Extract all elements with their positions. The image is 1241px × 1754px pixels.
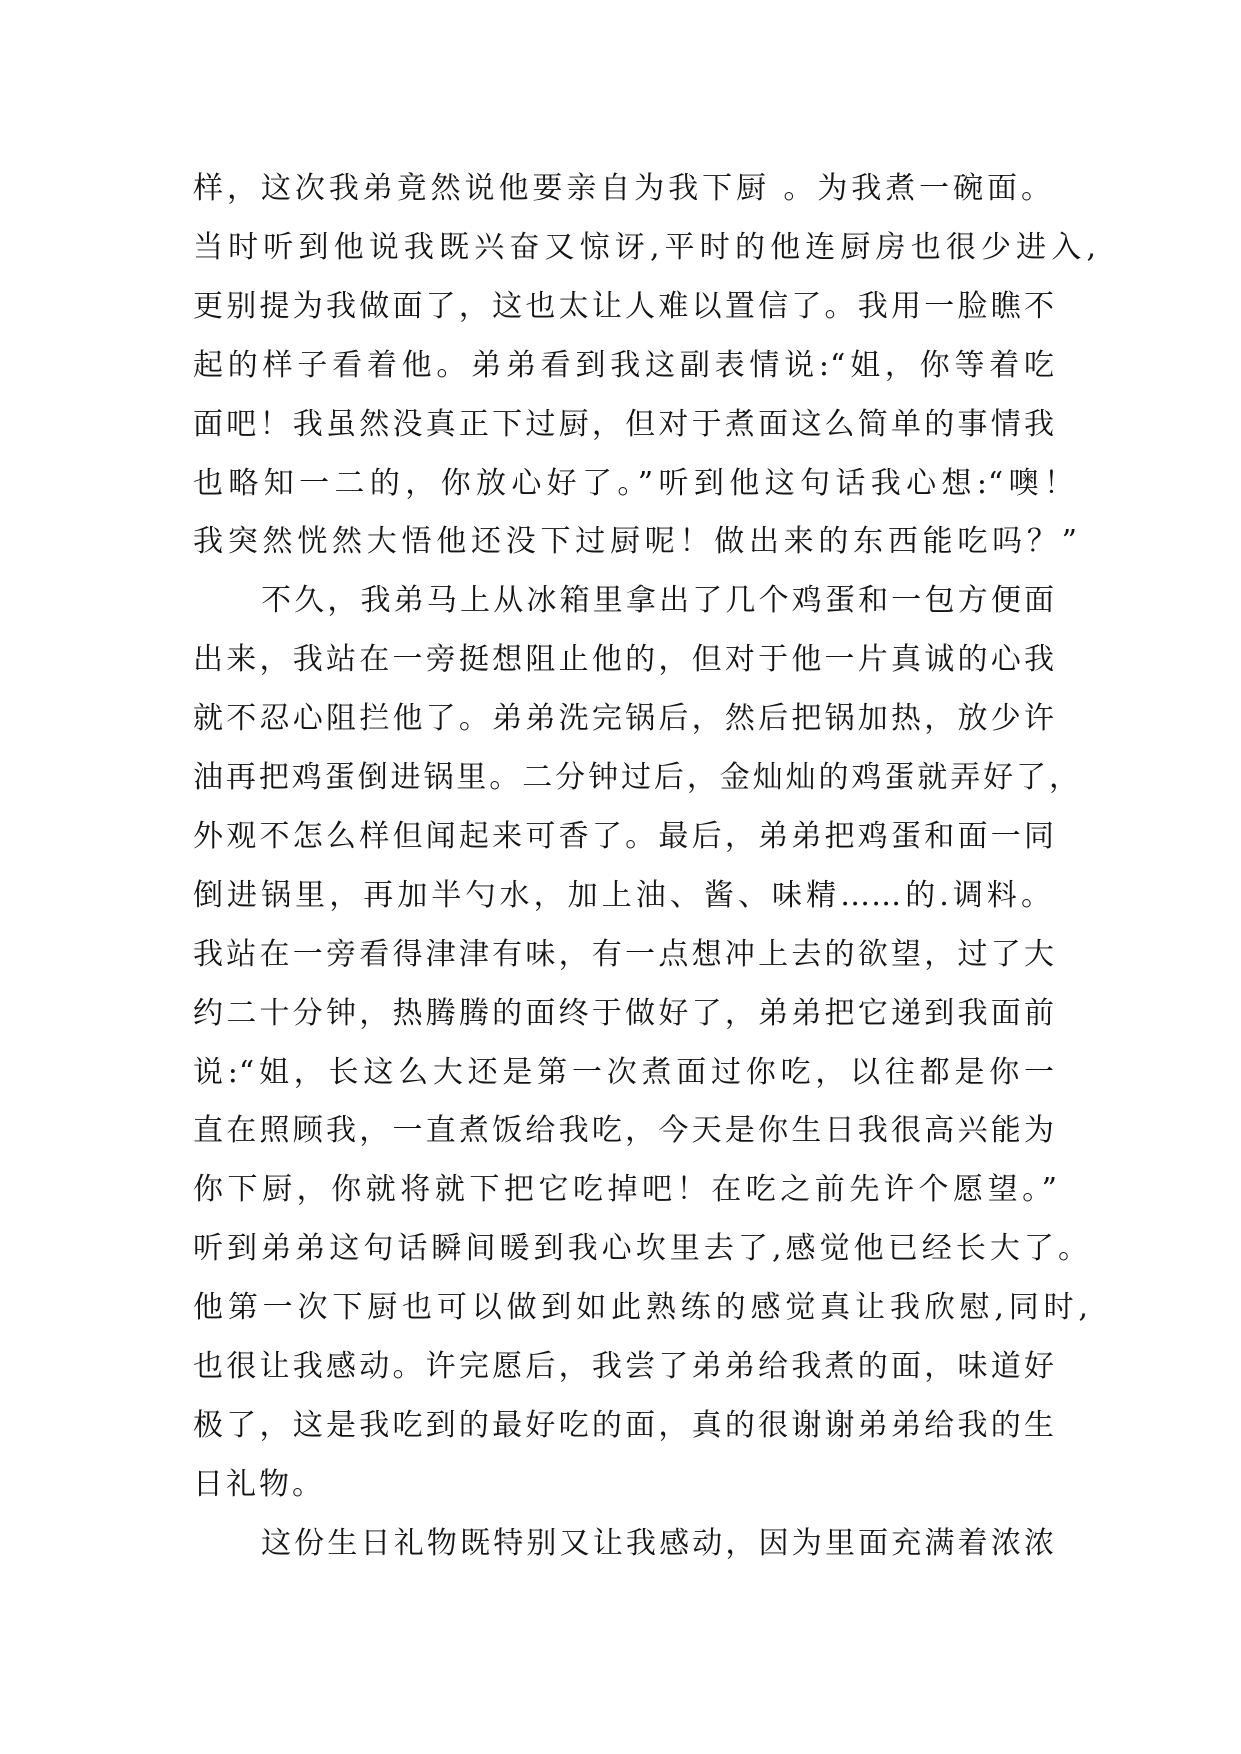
text-line: 这份生日礼物既特别又让我感动，因为里面充满着浓浓 [261, 1526, 1055, 1561]
text-line: 更别提为我做面了，这也太让人难以置信了。我用一脸瞧不 [193, 289, 1055, 324]
text-line: 面吧！我虽然没真正下过厨，但对于煮面这么简单的事情我 [193, 407, 1055, 442]
text-line: 直在照顾我，一直煮饭给我吃，今天是你生日我很高兴能为 [193, 1113, 1055, 1148]
text-line: 油再把鸡蛋倒进锅里。二分钟过后，金灿灿的鸡蛋就弄好了， [193, 760, 1080, 795]
text-line: 约二十分钟，热腾腾的面终于做好了，弟弟把它递到我面前 [193, 996, 1055, 1031]
text-line: 你下厨，你就将就下把它吃掉吧！在吃之前先许个愿望。” [193, 1172, 1058, 1207]
text-line: 说:“姐，长这么大还是第一次煮面过你吃，以往都是你一 [193, 1055, 1055, 1090]
text-line: 起的样子看着他。弟弟看到我这副表情说:“姐，你等着吃 [193, 348, 1055, 383]
text-line: 也很让我感动。许完愿后，我尝了弟弟给我煮的面，味道好 [193, 1349, 1055, 1384]
text-line: 我站在一旁看得津津有味，有一点想冲上去的欲望，过了大 [193, 937, 1055, 972]
text-line: 听到弟弟这句话瞬间暖到我心坎里去了,感觉他已经长大了。 [193, 1231, 1089, 1266]
text-line: 我突然恍然大悟他还没下过厨呢！做出来的东西能吃吗？” [193, 524, 1078, 559]
text-line: 就不忍心阻拦他了。弟弟洗完锅后，然后把锅加热，放少许 [193, 701, 1055, 736]
text-line: 样，这次我弟竟然说他要亲自为我下厨 。为我煮一碗面。 [193, 171, 1052, 206]
text-line: 倒进锅里，再加半勺水，加上油、酱、味精……的.调料。 [193, 878, 1052, 913]
text-line: 也略知一二的，你放心好了。”听到他这句话我心想:“噢！ [193, 466, 1075, 501]
text-line: 出来，我站在一旁挺想阻止他的，但对于他一片真诚的心我 [193, 642, 1055, 677]
text-line: 不久，我弟马上从冰箱里拿出了几个鸡蛋和一包方便面 [261, 583, 1055, 618]
text-line: 日礼物。 [193, 1467, 325, 1502]
text-line: 当时听到他说我既兴奋又惊讶,平时的他连厨房也很少进入, [193, 230, 1097, 265]
text-line: 他第一次下厨也可以做到如此熟练的感觉真让我欣慰,同时, [193, 1290, 1089, 1325]
text-line: 外观不怎么样但闻起来可香了。最后，弟弟把鸡蛋和面一同 [193, 819, 1055, 854]
text-line: 极了，这是我吃到的最好吃的面，真的很谢谢弟弟给我的生 [193, 1408, 1055, 1443]
